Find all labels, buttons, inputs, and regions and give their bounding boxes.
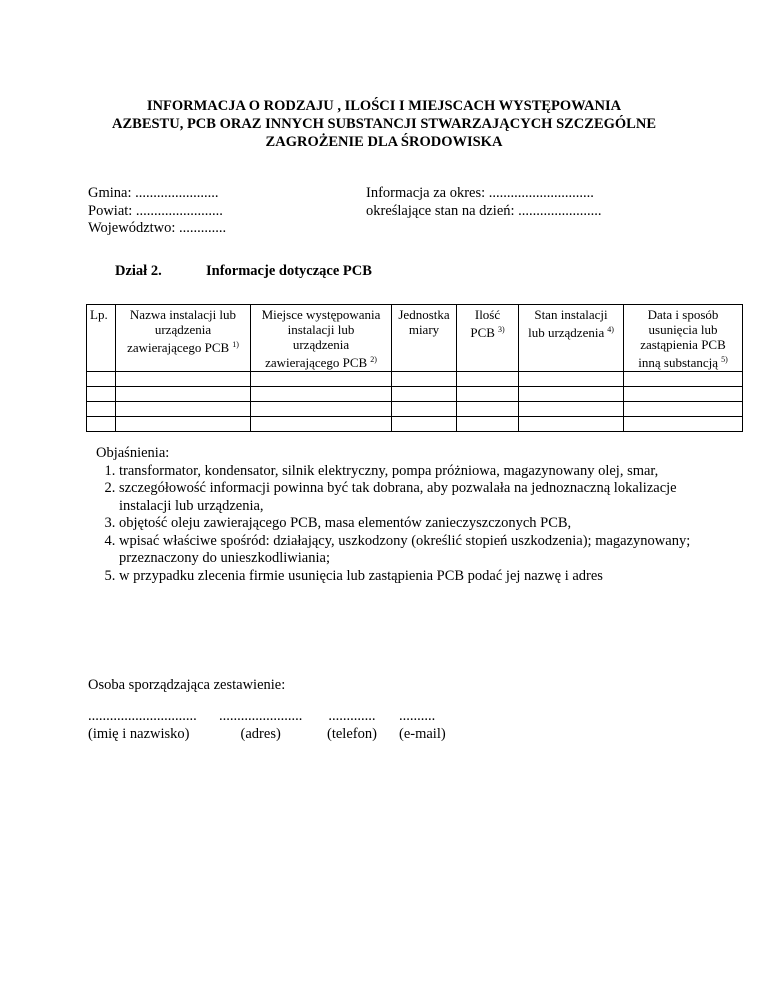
title-line-3: ZAGROŻENIE DLA ŚRODOWISKA [265,134,503,150]
table-cell[interactable] [457,387,519,402]
period-fields [366,185,602,220]
stan-na-dzien-field: określające stan na dzień: ....................... [366,202,602,219]
table-cell[interactable] [251,387,392,402]
okres-field: Informacja za okres: ............................. [366,185,594,201]
table-cell[interactable] [116,417,251,432]
header-ilosc: Ilość PCB $^{3)}$ [457,305,519,372]
header-lp: Lp. [87,305,116,372]
signature-name-dots: .............................. [88,708,197,724]
signature-email-field [399,708,446,743]
footnote-4: 4) [607,325,614,334]
table-row [87,417,743,432]
table-cell[interactable] [87,372,116,387]
title-line-2: AZBESTU, PCB ORAZ INNYCH SUBSTANCJI STWARZAJĄCYCH SZCZEGÓLNE [112,116,656,132]
pcb-table [86,304,743,432]
signature-phone-dots: ............. [328,708,376,724]
wojewodztwo-field: Województwo: ............. [88,220,227,236]
table-body [87,372,743,432]
table-row [87,372,743,387]
explanations-list [96,463,729,586]
table-row [87,387,743,402]
signature-email-label: (e-mail) [399,725,446,742]
explanations-heading: Objaśnienia: [96,445,170,461]
signature-name-label: (imię i nazwisko) [88,725,190,742]
table-cell[interactable] [457,372,519,387]
section-title: Informacje dotyczące PCB [206,263,372,279]
footnote-1: 1) [232,340,239,349]
document-title [60,97,708,151]
table-cell[interactable] [116,372,251,387]
signature-email-dots: .......... [399,708,436,724]
header-stan: Stan instalacji lub urządzenia $^{4)}$ [519,305,624,372]
footnote-5: 5) [721,355,728,364]
header-jednostka: Jednostka miary [392,305,457,372]
table-cell[interactable] [116,387,251,402]
powiat-field: Powiat: ........................ [88,202,223,219]
section-number: Dział 2. [115,263,162,279]
table-cell[interactable] [457,402,519,417]
table-cell[interactable] [392,417,457,432]
signature-address-label: (adres) [240,725,281,742]
signature-address-field [219,708,302,743]
table-cell[interactable] [87,402,116,417]
table-cell[interactable] [251,417,392,432]
footnote-3: 3) [497,325,505,334]
table-cell[interactable] [624,402,743,417]
table-cell[interactable] [87,387,116,402]
explanation-item-3: 3. objętość oleju zawierającego PCB, masa elementów zanieczyszczonych PCB, [119,515,729,533]
explanations [96,445,729,585]
header-data: Data i sposób usunięcia lub zastąpienia PCB inną substancją $^{5)}$ [624,305,743,372]
signature-name-field [88,708,197,743]
explanation-item-2: 2. szczegółowość informacji powinna być tak dobrana, aby pozwalała na jednoznaczną lokalizacje instalacji lub urządzenia, [119,480,729,515]
gmina-field: Gmina: ....................... [88,185,219,201]
table-cell[interactable] [624,417,743,432]
table-cell[interactable] [519,417,624,432]
table-cell[interactable] [624,372,743,387]
signer-label: Osoba sporządzająca zestawienie: [88,677,286,693]
table-header-row [87,305,743,372]
header-miejsce: Miejsce występowania instalacji lub urządzenia zawierającego PCB $^{2)}$ [251,305,392,372]
table-cell[interactable] [519,372,624,387]
table-cell[interactable] [624,387,743,402]
explanation-item-5: 5. w przypadku zlecenia firmie usunięcia lub zastąpienia PCB podać jej nazwę i adres [119,568,729,586]
table-cell[interactable] [392,372,457,387]
table-cell[interactable] [251,372,392,387]
table-cell[interactable] [87,417,116,432]
header-nazwa: Nazwa instalacji lub urządzenia zawierającego PCB $^{1)}$ [116,305,251,372]
table-row [87,402,743,417]
title-line-1: INFORMACJA O RODZAJU , ILOŚCI I MIEJSCACH WYSTĘPOWANIA [146,98,622,114]
table-cell[interactable] [519,387,624,402]
table-cell[interactable] [392,387,457,402]
signature-phone-label: (telefon) [327,725,377,742]
table-cell[interactable] [457,417,519,432]
table-cell[interactable] [251,402,392,417]
location-fields [88,185,226,238]
table-cell[interactable] [392,402,457,417]
signature-address-dots: ....................... [219,708,303,724]
table-cell[interactable] [519,402,624,417]
footnote-2: 2) [370,355,377,364]
explanation-item-4: 4. wpisać właściwe spośród: działający, uszkodzony (określić stopień uszkodzenia); magazynowany; przeznaczony do unieszkodliwiania; [119,533,729,568]
explanation-item-1: 1. transformator, kondensator, silnik elektryczny, pompa próżniowa, magazynowany olej, smar, [119,463,729,481]
table-cell[interactable] [116,402,251,417]
signature-phone-field [327,708,377,743]
